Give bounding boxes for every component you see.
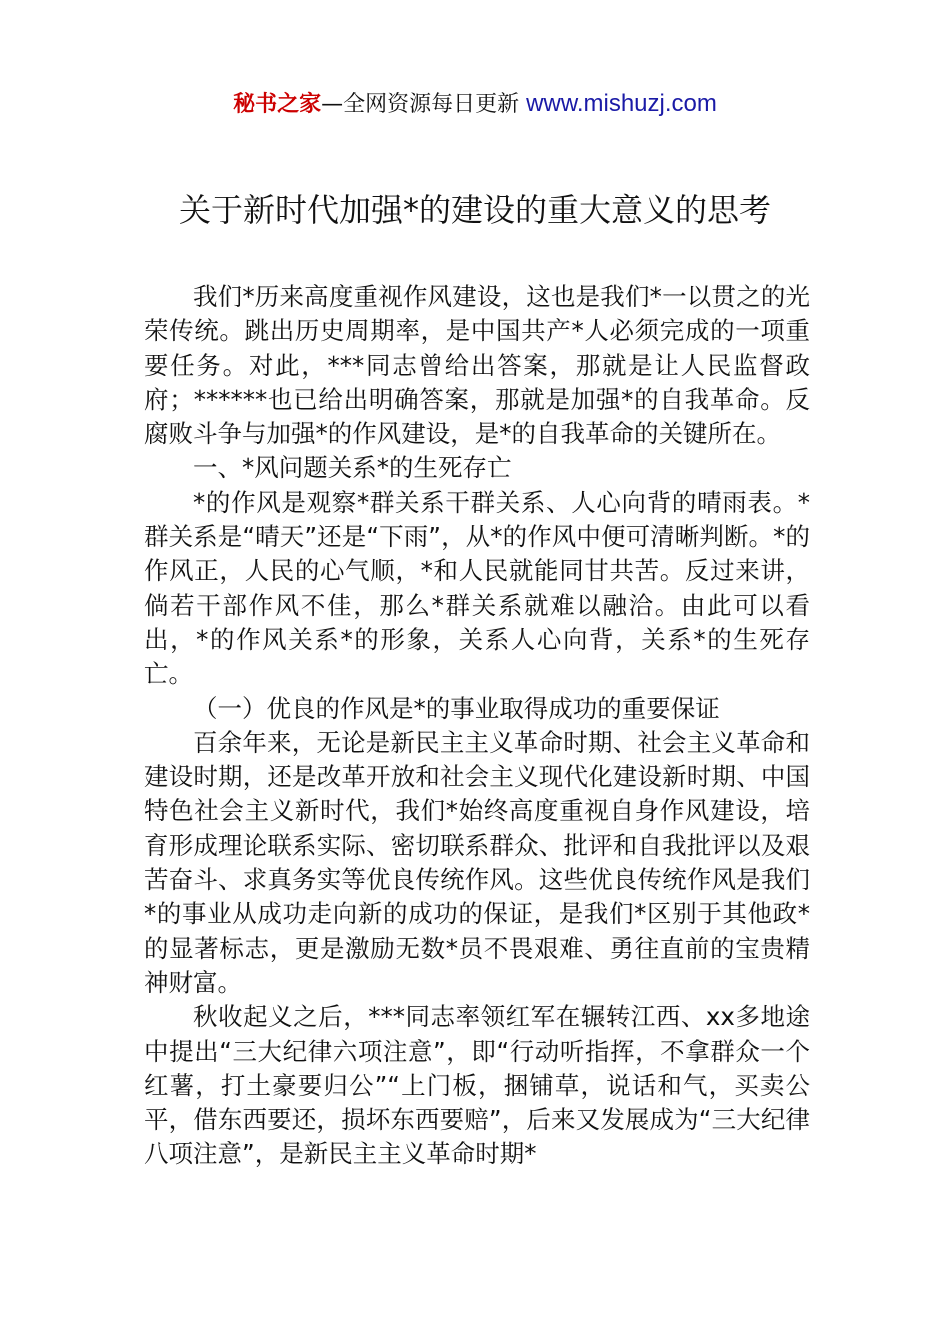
site-brand: 秘书之家 bbox=[233, 92, 322, 117]
subsection-heading-1: （一）优良的作风是*的事业取得成功的重要保证 bbox=[193, 693, 720, 723]
header-tagline: —全网资源每日更新 bbox=[321, 92, 527, 117]
site-url-link[interactable]: www.mishuzj.com bbox=[526, 90, 717, 117]
section-heading-1: 一、*风问题关系*的生死存亡 bbox=[193, 453, 512, 483]
paragraph-section-1: *的作风是观察*群关系干群关系、人心向背的晴雨表。*群关系是“晴天”还是“下雨”，从*的作风中便可清晰判断。*的作风正，人民的心气顺，*和人民就能同甘共苦。反过来讲，倘若干部作风不佳，那么*群关系就难以融洽。由此可以看出，*的作风关系*的形象，关系人心向背，关系*的生死存亡。 bbox=[144, 487, 810, 689]
document-body bbox=[144, 280, 810, 1172]
paragraph-subsection-1: 百余年来，无论是新民主主义革命时期、社会主义革命和建设时期，还是改革开放和社会主义现代化建设新时期、中国特色社会主义新时代，我们*始终高度重视自身作风建设，培育形成理论联系实际、密切联系群众、批评和自我批评以及艰苦奋斗、求真务实等优良传统作风。这些优良传统作风是我们*的事业从成功走向新的成功的保证，是我们*区别于其他政*的显著标志，更是激励无数*员不畏艰难、勇往直前的宝贵精神财富。 bbox=[144, 727, 810, 997]
paragraph-autumn-uprising: 秋收起义之后，***同志率领红军在辗转江西、xx多地途中提出“三大纪律六项注意”，即“行动听指挥，不拿群众一个红薯，打土豪要归公”“上门板，捆铺草，说话和气，买卖公平，借东西要还，损坏东西要赔”，后来又发展成为“三大纪律八项注意”，是新民主主义革命时期* bbox=[144, 1002, 810, 1169]
site-header bbox=[0, 88, 950, 121]
document-title: 关于新时代加强*的建设的重大意义的思考 bbox=[178, 191, 771, 229]
paragraph-intro: 我们*历来高度重视作风建设，这也是我们*一以贯之的光荣传统。跳出历史周期率，是中国共产*人必须完成的一项重要任务。对此，***同志曾给出答案，那就是让人民监督政府；******也已给出明确答案，那就是加强*的自我革命。反腐败斗争与加强*的作风建设，是*的自我革命的关键所在。 bbox=[144, 282, 810, 449]
